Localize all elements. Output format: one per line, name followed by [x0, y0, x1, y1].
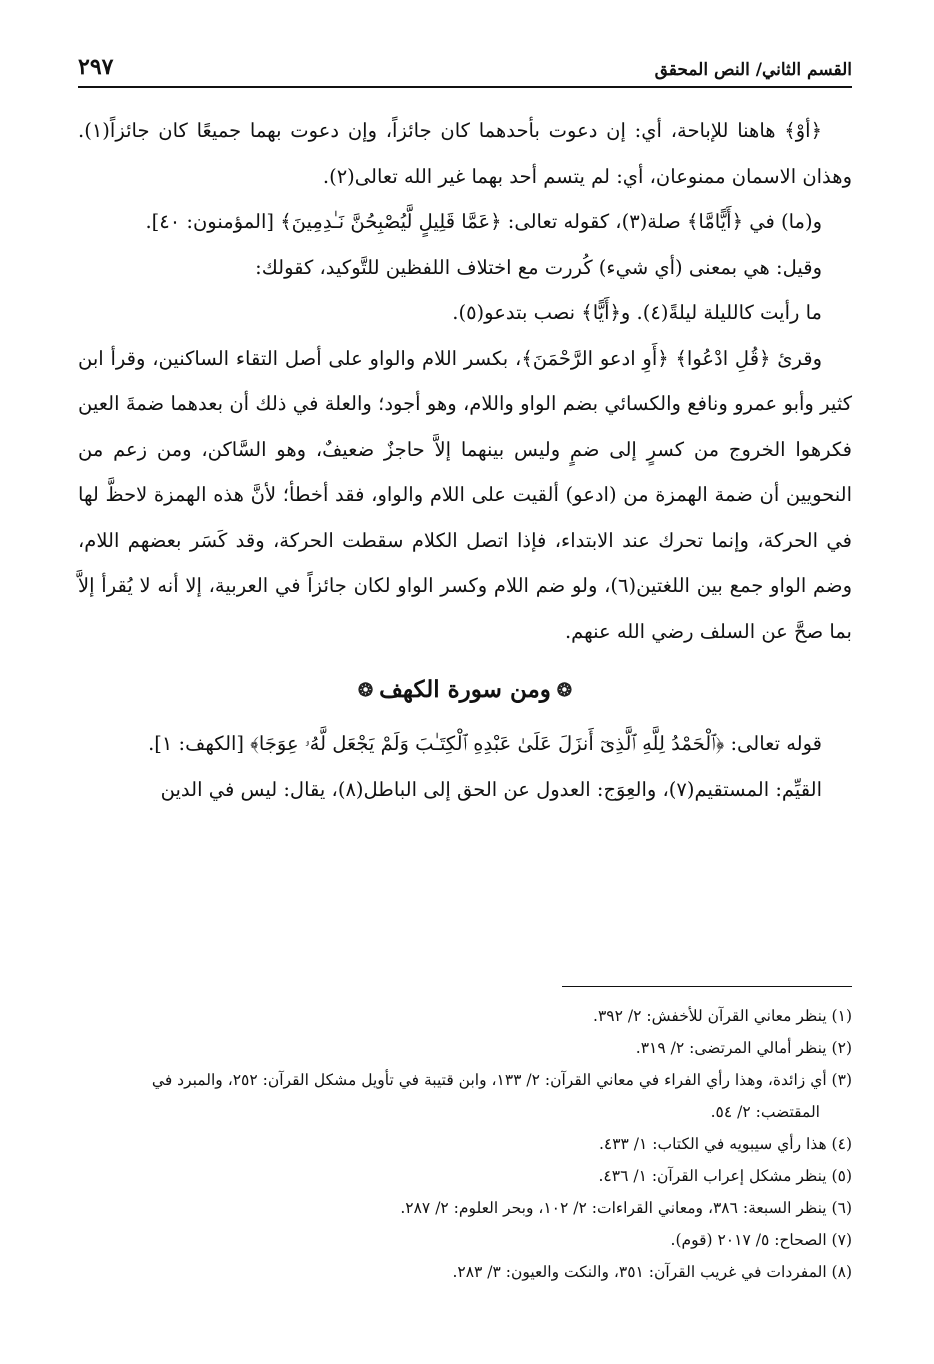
footnote-8: (٨) المفردات في غريب القرآن: ٣٥١، والنكت والعيون: ٣/ ٢٨٣.: [452, 1263, 852, 1281]
page-header: [78, 46, 852, 88]
surah-heading: [78, 662, 852, 719]
paragraph-2: و(ما) في ﴿أَيًّامَّا﴾ صلة(٣)، كقوله تعالى: ﴿عَمَّا قَلِيلٍ لَّيُصْبِحُنَّ نَـٰدِمِينَ﴾ [المؤمنون: ٤٠].: [145, 210, 822, 233]
page-number: ٢٩٧: [78, 54, 114, 80]
footnote-1: (١) ينظر معاني القرآن للأخفش: ٢/ ٣٩٢.: [593, 1007, 852, 1025]
paragraph-5: وقرئ ﴿قُلِ ادْعُوا﴾ ﴿أَوِ ادعو الرَّحْمَنَ﴾، بكسر اللام والواو على أصل التقاء الساكنين، وقرأ ابن كثير وأبو عمرو ونافع والكسائي بضم الواو واللام، وهو أجود؛ والعلة في ذلك أن بعدهما ضمةَ العين فكرهوا الخروج من كسرٍ إلى ضمٍ وليس بينهما إلاَّ حاجزٌ ضعيفٌ، وهو السَّاكن، ومن زعم من النحويين أن ضمة الهمزة من (ادعو) ألقيت على اللام والواو، فقد أخطأ؛ لأنَّ هذه الهمزة لاحظَّ لها في الحركة، وإنما تحرك عند الابتداء، فإذا اتصل الكلام سقطت الحركة، وقد كَسَر بعضهم اللام، وضم الواو جمع بين اللغتين(٦)، ولو ضم اللام وكسر الواو لكان جائزاً في العربية، إلا أنه لا يُقرأ إلاَّ بما صحَّ عن السلف رضي الله عنهم.: [78, 346, 852, 643]
footnotes: [78, 1000, 852, 1288]
paragraph-3: وقيل: هي بمعنى (أي شيء) كُررت مع اختلاف اللفظين للتَّوكيد، كقولك:: [255, 255, 822, 279]
paragraph-1: ﴿أوْ﴾ هاهنا للإباحة، أي: إن دعوت بأحدهما كان جائزاً، وإن دعوت بهما جميعًا كان جائزاً(١). وهذان الاسمان ممنوعان، أي: لم يتسم أحد بهما غير الله تعالى(٢).: [78, 119, 852, 188]
footnote-2: (٢) ينظر أمالي المرتضى: ٢/ ٣١٩.: [635, 1039, 852, 1057]
footnote-divider: [562, 986, 852, 987]
footnote-5: (٥) ينظر مشكل إعراب القرآن: ١/ ٤٣٦.: [598, 1167, 852, 1185]
footnote-6: (٦) ينظر السبعة: ٣٨٦، ومعاني القراءات: ٢/ ١٠٢، وبحر العلوم: ٢/ ٢٨٧.: [400, 1199, 852, 1217]
ornament-icon: ❂: [556, 680, 572, 701]
footnote-7: (٧) الصحاح: ٥/ ٢٠١٧ (قوم).: [670, 1231, 852, 1249]
main-text: [78, 108, 852, 812]
surah-heading-text: ومن سورة الكهف: [379, 676, 551, 703]
paragraph-6: قوله تعالى: ﴿ٱلْحَمْدُ لِلَّهِ ٱلَّذِىٓ أَنزَلَ عَلَىٰ عَبْدِهِ ٱلْكِتَـٰبَ وَلَمْ يَجْعَل لَّهُۥ عِوَجَا﴾ [الكهف: ١].: [148, 732, 822, 755]
footnote-4: (٤) هذا رأي سيبويه في الكتاب: ١/ ٤٣٣.: [598, 1135, 852, 1153]
running-title: القسم الثاني/ النص المحقق: [654, 60, 852, 80]
footnote-3: (٣) أي زائدة، وهذا رأي الفراء في معاني القرآن: ٢/ ١٣٣، وابن قتيبة في تأويل مشكل القرآن: ٢٥٢، والمبرد في: [151, 1071, 852, 1089]
footnote-3-continued: المقتضب: ٢/ ٥٤.: [710, 1103, 820, 1121]
paragraph-7: القيِّم: المستقيم(٧)، والعِوَج: العدول عن الحق إلى الباطل(٨)، يقال: ليس في الدين: [160, 777, 822, 801]
ornament-icon: ❂: [358, 680, 374, 701]
paragraph-4: ما رأيت كالليلة ليلةً(٤). و﴿أَيًّا﴾ نصب بتدعو(٥).: [452, 301, 822, 324]
